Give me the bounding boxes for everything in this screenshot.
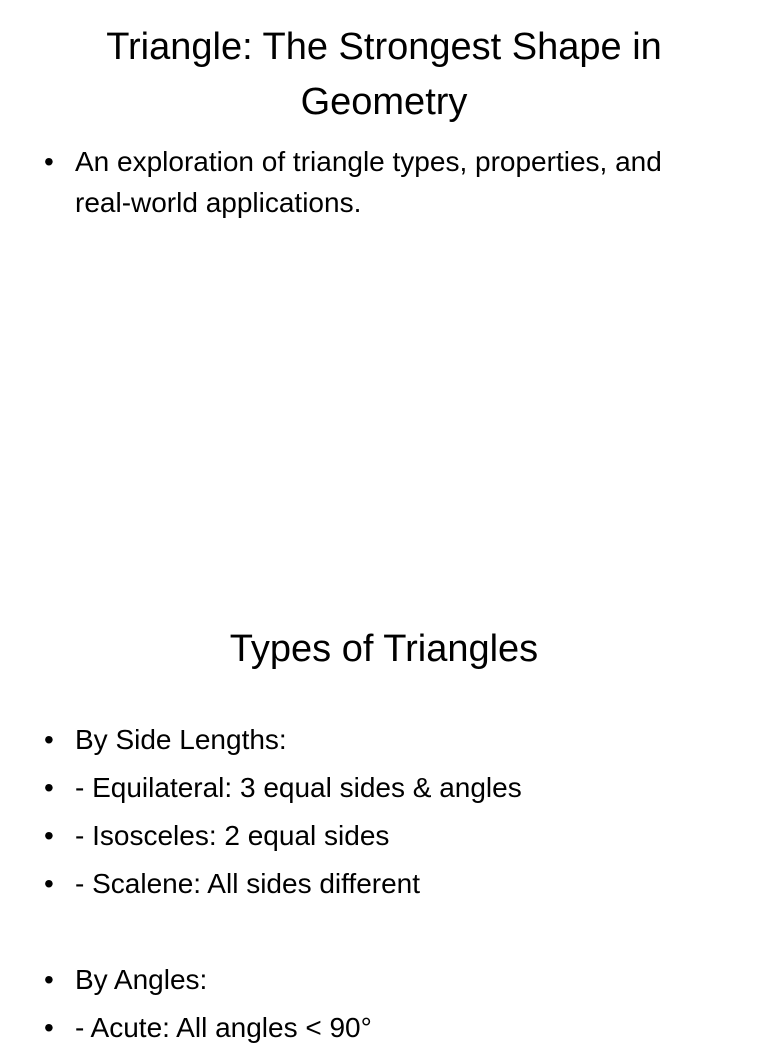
bullet-text: By Angles: (75, 964, 208, 995)
bullet-text: - Equilateral: 3 equal sides & angles (75, 772, 522, 803)
bullet-item (44, 860, 704, 908)
bullet-dot: • (44, 964, 54, 995)
slide-title-heading: Types of Triangles (229, 628, 539, 670)
bullet-item (44, 716, 704, 764)
bullet-item (44, 812, 704, 860)
bullet-item (44, 956, 704, 1004)
slide-title-heading: Triangle: The Strongest Shape in Geometry (106, 26, 662, 123)
bullet-text: - Isosceles: 2 equal sides (75, 820, 390, 851)
slide-types-of-triangles (0, 576, 768, 1043)
bullet-dot: • (44, 868, 54, 899)
bullet-item (44, 141, 704, 223)
slide-bullet-list (44, 141, 704, 223)
bullet-item (44, 1004, 704, 1052)
slide-bullet-list (44, 716, 704, 1052)
bullet-text: An exploration of triangle types, properties, and real-world applications. (75, 146, 662, 218)
bullet-text: - Scalene: All sides different (75, 868, 421, 899)
bullet-item (44, 764, 704, 812)
bullet-dot: • (44, 772, 54, 803)
bullet-dot: • (44, 1012, 54, 1043)
bullet-dot: • (44, 820, 54, 851)
bullet-dot: • (44, 724, 54, 755)
bullet-dot: • (44, 146, 54, 177)
bullet-text: - Acute: All angles < 90° (75, 1012, 372, 1043)
bullet-spacer (44, 908, 704, 956)
bullet-text: By Side Lengths: (75, 724, 287, 755)
